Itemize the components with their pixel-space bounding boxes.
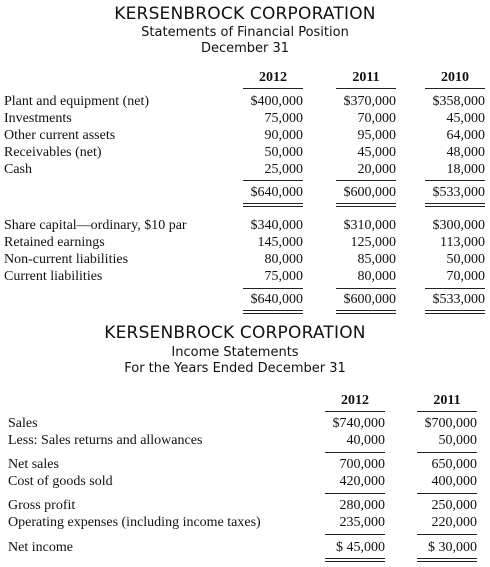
subtotal-rule <box>325 534 385 535</box>
subtotal-rule <box>417 493 477 494</box>
cell-value: 40,000 <box>346 433 385 448</box>
is-year-header: 2012 <box>341 393 369 408</box>
row-label: Cost of goods sold <box>8 474 113 489</box>
bs-year-header: 2010 <box>441 70 469 85</box>
is-year-header: 2011 <box>433 393 461 408</box>
cell-value: 650,000 <box>431 457 477 472</box>
cell-value: 50,000 <box>438 433 477 448</box>
row-label: Other current assets <box>4 128 116 143</box>
subtotal-rule <box>336 180 396 181</box>
subtotal-rule <box>243 180 303 181</box>
row-label: Non-current liabilities <box>4 252 129 267</box>
cell-value: 125,000 <box>350 235 396 250</box>
cell-value: 70,000 <box>446 269 485 284</box>
total-value: $533,000 <box>432 292 485 307</box>
double-rule <box>417 558 477 562</box>
row-label: Cash <box>4 162 32 177</box>
cell-value: 235,000 <box>339 515 385 530</box>
subtotal-rule <box>417 452 477 453</box>
row-label: Operating expenses (including income taxes) <box>8 515 261 530</box>
subtotal-rule <box>325 452 385 453</box>
row-label: Sales <box>8 416 38 431</box>
cell-value: $340,000 <box>250 218 303 233</box>
cell-value: 220,000 <box>431 515 477 530</box>
cell-value: 420,000 <box>339 474 385 489</box>
cell-value: $310,000 <box>343 218 396 233</box>
double-rule <box>336 203 396 207</box>
cell-value: 113,000 <box>440 235 485 250</box>
double-rule <box>425 310 485 314</box>
cell-value: 50,000 <box>446 252 485 267</box>
row-label: Gross profit <box>8 498 76 513</box>
row-label: Less: Sales returns and allowances <box>8 433 203 448</box>
subtotal-rule <box>325 493 385 494</box>
total-value: $600,000 <box>343 292 396 307</box>
row-label: Share capital—ordinary, $10 par <box>4 218 187 233</box>
cell-value: 250,000 <box>431 498 477 513</box>
cell-value: 700,000 <box>339 457 385 472</box>
cell-value: 85,000 <box>357 252 396 267</box>
bs-year-header: 2011 <box>352 70 380 85</box>
double-rule <box>325 558 385 562</box>
cell-value: 25,000 <box>264 162 303 177</box>
subtotal-rule <box>243 288 303 289</box>
total-value: $533,000 <box>432 185 485 200</box>
income-statement-company: KERSENBROCK CORPORATION <box>104 323 366 343</box>
row-label: Plant and equipment (net) <box>4 94 150 109</box>
cell-value: 50,000 <box>264 145 303 160</box>
cell-value: 75,000 <box>264 111 303 126</box>
balance-sheet-company: KERSENBROCK CORPORATION <box>114 4 376 24</box>
total-value: $640,000 <box>250 185 303 200</box>
cell-value: $358,000 <box>432 94 485 109</box>
cell-value: 45,000 <box>446 111 485 126</box>
cell-value: 64,000 <box>446 128 485 143</box>
net-income-value: $ 45,000 <box>336 540 385 555</box>
header-rule <box>336 88 396 89</box>
cell-value: 80,000 <box>264 252 303 267</box>
balance-sheet-statement: Statements of Financial Position <box>141 25 349 40</box>
cell-value: 75,000 <box>264 269 303 284</box>
double-rule <box>243 310 303 314</box>
subtotal-rule <box>417 534 477 535</box>
header-rule <box>425 88 485 89</box>
cell-value: $700,000 <box>424 416 477 431</box>
header-rule <box>325 411 385 412</box>
total-value: $640,000 <box>250 292 303 307</box>
row-label: Current liabilities <box>4 269 103 284</box>
income-statement-title: Income Statements <box>171 345 299 360</box>
cell-value: 48,000 <box>446 145 485 160</box>
cell-value: $300,000 <box>432 218 485 233</box>
cell-value: $400,000 <box>250 94 303 109</box>
double-rule <box>243 203 303 207</box>
net-income-value: $ 30,000 <box>428 540 477 555</box>
cell-value: 45,000 <box>357 145 396 160</box>
row-label: Retained earnings <box>4 235 105 250</box>
cell-value: 80,000 <box>357 269 396 284</box>
double-rule <box>336 310 396 314</box>
cell-value: 90,000 <box>264 128 303 143</box>
cell-value: $740,000 <box>332 416 385 431</box>
cell-value: 70,000 <box>357 111 396 126</box>
cell-value: 95,000 <box>357 128 396 143</box>
row-label: Investments <box>4 111 72 126</box>
row-label: Receivables (net) <box>4 145 102 160</box>
subtotal-rule <box>425 288 485 289</box>
bs-year-header: 2012 <box>259 70 287 85</box>
total-value: $600,000 <box>343 185 396 200</box>
cell-value: 145,000 <box>257 235 303 250</box>
cell-value: $370,000 <box>343 94 396 109</box>
cell-value: 20,000 <box>357 162 396 177</box>
cell-value: 18,000 <box>446 162 485 177</box>
subtotal-rule <box>425 180 485 181</box>
header-rule <box>417 411 477 412</box>
cell-value: 280,000 <box>339 498 385 513</box>
row-label: Net sales <box>8 457 59 472</box>
income-statement-period: For the Years Ended December 31 <box>124 361 346 376</box>
subtotal-rule <box>336 288 396 289</box>
cell-value: 400,000 <box>431 474 477 489</box>
row-label: Net income <box>8 540 73 555</box>
header-rule <box>243 88 303 89</box>
balance-sheet-date: December 31 <box>200 41 290 56</box>
double-rule <box>425 203 485 207</box>
